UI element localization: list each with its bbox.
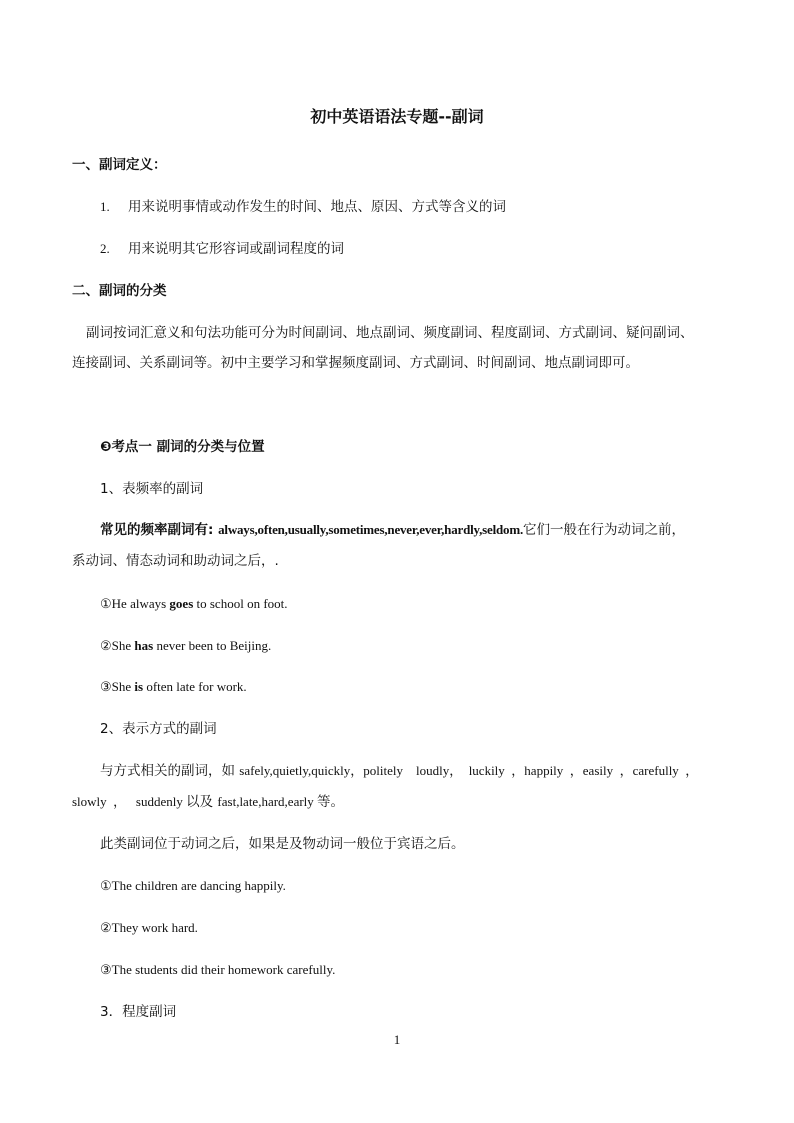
list-item xyxy=(100,198,506,216)
manner-adverb-list: safely,quietly,quickly，politely loudly， luckily ，happily ，easily ，carefully ， xyxy=(239,763,699,778)
section-heading-definition: 一、副词定义： xyxy=(72,157,167,173)
manner-connector: 以及 xyxy=(186,794,218,810)
paragraph-line xyxy=(72,793,344,811)
example-sentence xyxy=(100,919,198,937)
frequency-adverb-list: always,often,usually,sometimes,never,ever,hardly,seldom. xyxy=(218,522,523,537)
lead-rest: 它们一般在行为动词之前， xyxy=(523,522,685,538)
list-number: 2. xyxy=(100,241,110,256)
example-text: never been to Beijing. xyxy=(153,638,272,653)
example-marker: ③ xyxy=(100,962,112,977)
example-text: to school on foot. xyxy=(193,596,288,611)
subsection-label: 3．程度副词 xyxy=(100,1004,177,1020)
list-text: 用来说明其它形容词或副词程度的词 xyxy=(128,241,345,257)
kaodian-heading xyxy=(100,438,265,456)
manner-adverb-list: slowly ， suddenly xyxy=(72,794,187,809)
example-text: She xyxy=(111,679,135,694)
example-text: They work hard. xyxy=(111,920,198,935)
page-title: 初中英语语法专题--副词 xyxy=(310,107,484,126)
list-item xyxy=(100,240,344,258)
subsection-label: 1、表频率的副词 xyxy=(100,481,204,497)
example-bold: goes xyxy=(169,596,194,611)
subsection-label: 2、表示方式的副词 xyxy=(100,721,217,737)
example-sentence xyxy=(100,595,288,613)
manner-intro: 与方式相关的副词，如 xyxy=(100,763,240,779)
paragraph-line xyxy=(100,521,685,539)
paragraph-line: 系动词、情态动词和助动词之后，. xyxy=(72,553,279,569)
paragraph-line: 此类副词位于动词之后，如果是及物动词一般位于宾语之后。 xyxy=(100,836,465,852)
kaodian-heading-text: 考点一 副词的分类与位置 xyxy=(111,439,265,455)
example-text: The children are dancing happily. xyxy=(111,878,286,893)
example-bold: is xyxy=(134,679,144,694)
manner-adverb-list: fast,late,hard,early xyxy=(217,794,318,809)
example-sentence xyxy=(100,678,247,696)
example-marker: ① xyxy=(100,596,112,611)
example-text: The students did their homework carefully. xyxy=(111,962,336,977)
paragraph-line: 副词按词汇意义和句法功能可分为时间副词、地点副词、频度副词、程度副词、方式副词、疑问副词、 xyxy=(86,325,694,341)
example-text: often late for work. xyxy=(143,679,247,694)
circled-three-icon: ❸ xyxy=(100,439,112,455)
example-marker: ② xyxy=(100,638,112,653)
example-sentence xyxy=(100,877,286,895)
manner-end: 等。 xyxy=(317,794,345,810)
page-number: 1 xyxy=(393,1032,401,1047)
paragraph-line xyxy=(100,762,698,780)
example-sentence xyxy=(100,637,271,655)
example-text: She xyxy=(111,638,135,653)
example-bold: has xyxy=(134,638,154,653)
section-heading-classification: 二、副词的分类 xyxy=(72,283,167,299)
example-sentence xyxy=(100,961,335,979)
list-number: 1. xyxy=(100,199,110,214)
example-marker: ③ xyxy=(100,679,112,694)
list-text: 用来说明事情或动作发生的时间、地点、原因、方式等含义的词 xyxy=(128,199,507,215)
paragraph-line: 连接副词、关系副词等。初中主要学习和掌握频度副词、方式副词、时间副词、地点副词即可。 xyxy=(72,355,639,371)
bold-lead: 常见的频率副词有: xyxy=(100,522,219,538)
example-marker: ② xyxy=(100,920,112,935)
example-marker: ① xyxy=(100,878,112,893)
example-text: He always xyxy=(111,596,170,611)
